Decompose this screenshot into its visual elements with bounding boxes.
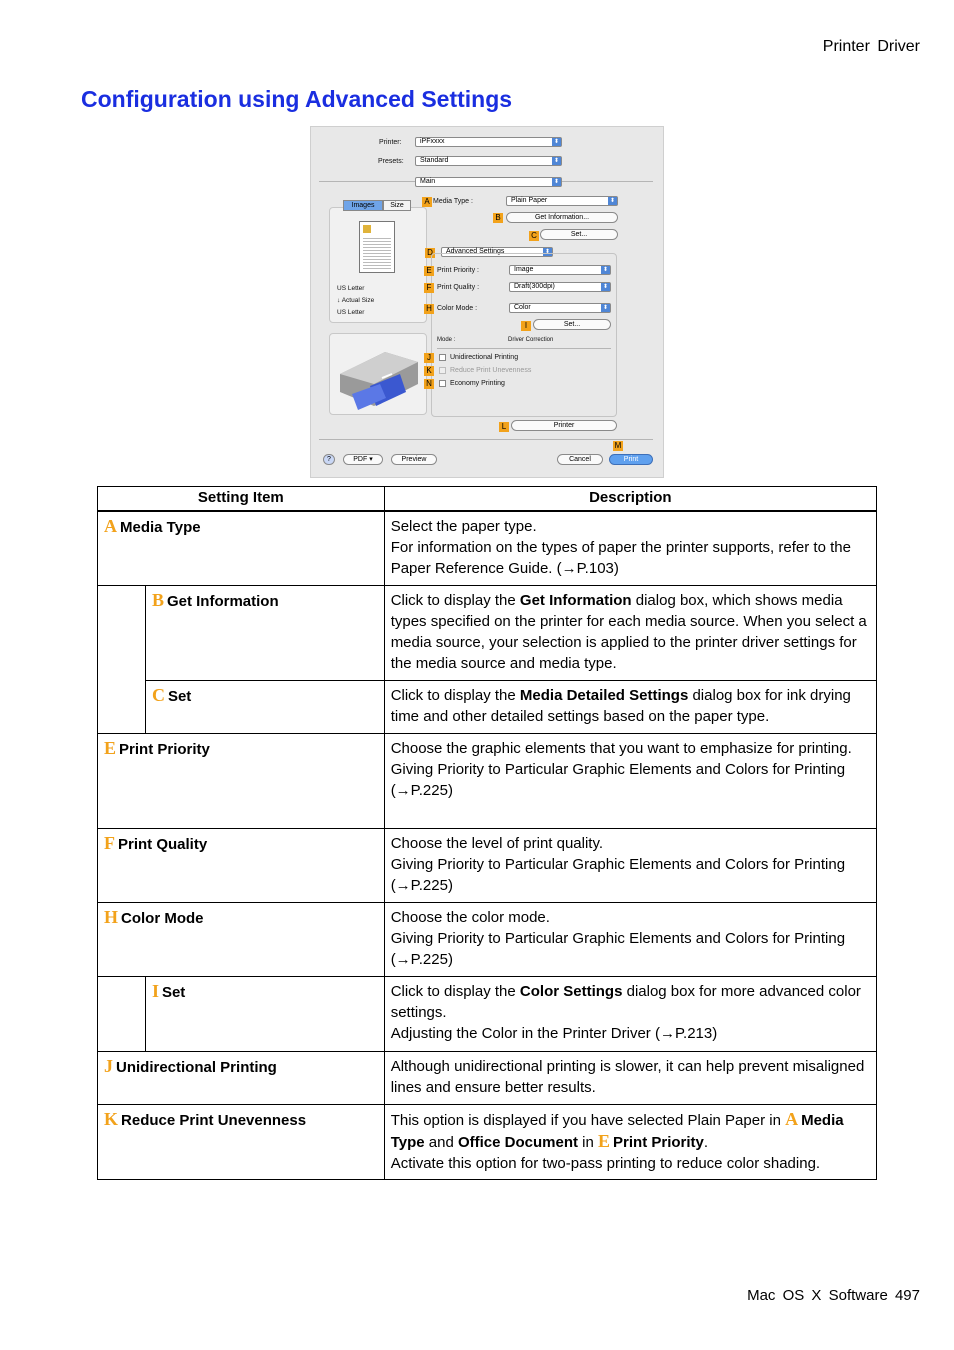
setting-item-cell: C Set	[145, 680, 384, 733]
description-cell: This option is displayed if you have selected Plain Paper in A Media Type and Office Document in E Print Priority. Activate this option for two-pass printing to reduce color shading.	[384, 1104, 876, 1179]
tab-size[interactable]: Size	[383, 200, 411, 211]
marker-d: D	[425, 248, 435, 258]
marker-i: I	[521, 321, 531, 331]
cancel-button[interactable]: Cancel	[557, 454, 603, 465]
header-setting-item: Setting Item	[98, 487, 385, 512]
indent-cell	[98, 585, 146, 733]
divider	[437, 348, 611, 349]
media-set-button[interactable]: Set...	[540, 229, 618, 240]
print-priority-label: Print Priority :	[437, 267, 480, 274]
page-title: Configuration using Advanced Settings	[81, 86, 513, 112]
description-cell: Although unidirectional printing is slower, it can help prevent misaligned lines and ensure better results.	[384, 1051, 876, 1104]
pdf-button[interactable]: PDF ▾	[343, 454, 383, 465]
table-row	[98, 1104, 877, 1179]
marker-a: A	[422, 197, 432, 207]
setting-item-cell: H Color Mode	[98, 902, 385, 976]
settings-table	[97, 486, 877, 1180]
unidirectional-label: Unidirectional Printing	[450, 354, 519, 361]
economy-label: Economy Printing	[450, 380, 505, 387]
description-cell: Choose the graphic elements that you want to emphasize for printing. Giving Priority to Particular Graphic Elements and Colors for Printing (→P.225)	[384, 733, 876, 828]
marker-j: J	[424, 353, 434, 363]
marker-c: C	[529, 231, 539, 241]
print-dialog-screenshot	[310, 126, 664, 478]
header-description: Description	[384, 487, 876, 512]
printer-illustration-icon	[330, 334, 426, 414]
chevron-icon: ⬍	[553, 179, 560, 185]
tab-images[interactable]: Images	[343, 200, 383, 211]
marker-n: N	[424, 379, 434, 389]
table-row	[98, 511, 877, 585]
marker-l: L	[499, 422, 509, 432]
marker-b: B	[493, 213, 503, 223]
indent-cell	[98, 976, 146, 1051]
description-cell: Choose the color mode. Giving Priority to Particular Graphic Elements and Colors for Printing (→P.225)	[384, 902, 876, 976]
chevron-icon: ⬍	[609, 198, 616, 204]
get-information-button[interactable]: Get Information...	[506, 212, 618, 223]
color-mode-select[interactable]: Color ⬍	[509, 303, 611, 313]
size-line-1: US Letter	[337, 285, 365, 292]
running-header: Printer Driver	[822, 38, 920, 55]
presets-select[interactable]: Standard ⬍	[415, 156, 562, 166]
running-footer	[747, 1287, 920, 1304]
media-type-label: Media Type :	[433, 198, 473, 205]
size-line-2: ↓ Actual Size	[337, 297, 375, 304]
marker-f: F	[424, 283, 434, 293]
setting-item-cell: K Reduce Print Unevenness	[98, 1104, 385, 1179]
chevron-icon: ⬍	[553, 139, 560, 145]
description-cell: Choose the level of print quality. Giving Priority to Particular Graphic Elements and Colors for Printing (→P.225)	[384, 828, 876, 902]
setting-item-cell: J Unidirectional Printing	[98, 1051, 385, 1104]
marker-e: E	[424, 266, 434, 276]
table-row	[98, 585, 877, 680]
print-quality-select[interactable]: Draft(300dpi) ⬍	[509, 282, 611, 292]
help-button[interactable]: ?	[323, 454, 335, 465]
advanced-group	[431, 253, 617, 417]
description-cell: Click to display the Media Detailed Settings dialog box for ink drying time and other detailed settings based on the paper type.	[384, 680, 876, 733]
preview-button[interactable]: Preview	[391, 454, 437, 465]
setting-item-cell: F Print Quality	[98, 828, 385, 902]
chevron-icon: ⬍	[553, 158, 560, 164]
setting-item-cell: B Get Information	[145, 585, 384, 680]
printer-label: Printer:	[379, 139, 402, 146]
table-row	[98, 828, 877, 902]
presets-label: Presets:	[378, 158, 404, 165]
description-cell: Click to display the Get Information dialog box, which shows media types specified on the printer for each media source. When you select a media source, your selection is applied to the printer driver settings for the media source and media type.	[384, 585, 876, 680]
color-set-button[interactable]: Set...	[533, 319, 611, 330]
chevron-icon: ⬍	[602, 284, 609, 290]
size-line-3: US Letter	[337, 309, 365, 316]
description-cell: Select the paper type. For information on the types of paper the printer supports, refer to the Paper Reference Guide. (→P.103)	[384, 511, 876, 585]
mode-value: Driver Correction	[508, 337, 554, 343]
printer-button[interactable]: Printer	[511, 420, 617, 431]
media-type-select[interactable]: Plain Paper ⬍	[506, 196, 618, 206]
print-button[interactable]: Print	[609, 454, 653, 465]
print-priority-select[interactable]: Image ⬍	[509, 265, 611, 275]
printer-select[interactable]: iPFxxxx ⬍	[415, 137, 562, 147]
reduce-unevenness-checkbox[interactable]	[439, 367, 446, 374]
footer-label: Mac OS X Software	[747, 1287, 888, 1304]
setting-item-cell: A Media Type	[98, 511, 385, 585]
panel-select[interactable]: Main ⬍	[415, 177, 562, 187]
page-preview	[359, 221, 395, 273]
table-row	[98, 902, 877, 976]
chevron-icon: ⬍	[544, 249, 551, 255]
page-number: 497	[894, 1287, 920, 1304]
divider	[319, 439, 653, 440]
color-mode-label: Color Mode :	[437, 305, 478, 312]
economy-checkbox[interactable]	[439, 380, 446, 387]
chevron-icon: ⬍	[602, 267, 609, 273]
chevron-icon: ⬍	[602, 305, 609, 311]
setting-item-cell: E Print Priority	[98, 733, 385, 828]
printer-image-box	[329, 333, 427, 415]
unidirectional-checkbox[interactable]	[439, 354, 446, 361]
setting-item-cell: I Set	[145, 976, 384, 1051]
table-row	[98, 976, 877, 1051]
print-quality-label: Print Quality :	[437, 284, 480, 291]
advanced-settings-select[interactable]: Advanced Settings ⬍	[441, 247, 553, 257]
mode-label: Mode :	[437, 337, 456, 343]
marker-k: K	[424, 366, 434, 376]
table-row	[98, 733, 877, 828]
reduce-unevenness-label: Reduce Print Unevenness	[450, 367, 532, 374]
marker-h: H	[424, 304, 434, 314]
description-cell: Click to display the Color Settings dialog box for more advanced color settings. Adjusting the Color in the Printer Driver (→P.213)	[384, 976, 876, 1051]
marker-m: M	[614, 441, 622, 450]
table-row	[98, 680, 877, 733]
table-row	[98, 1051, 877, 1104]
